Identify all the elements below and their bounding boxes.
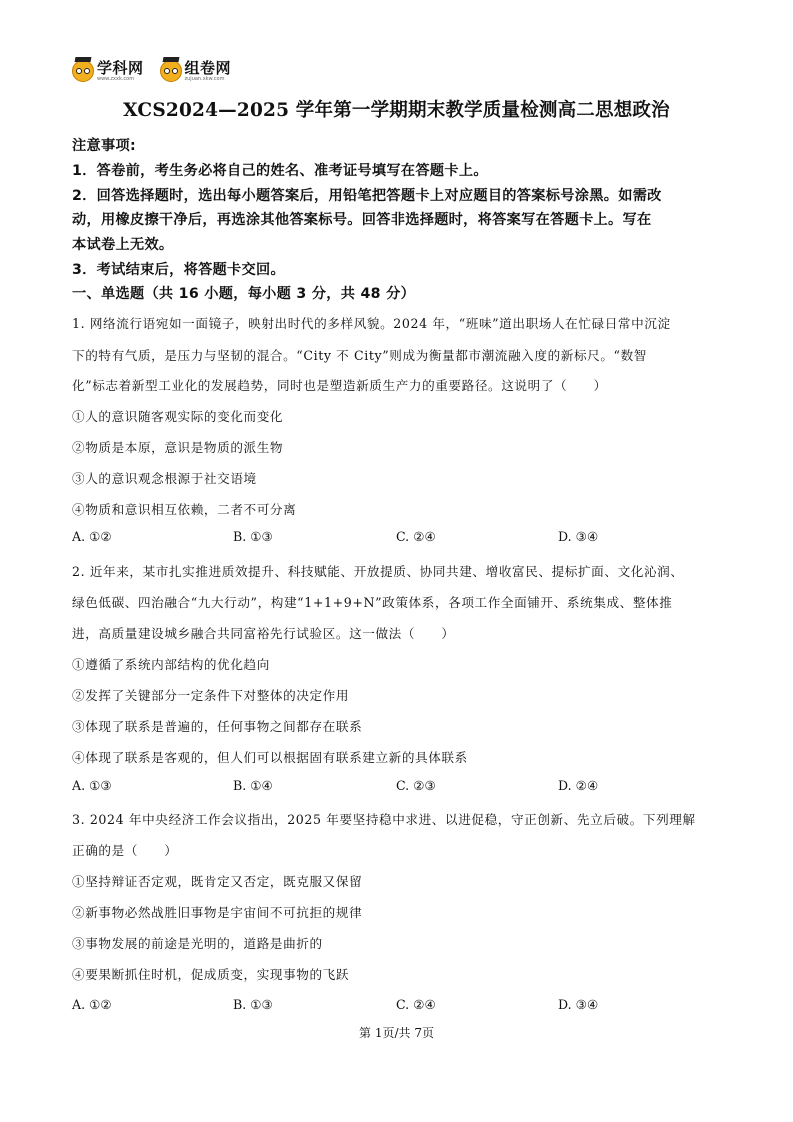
- notice-line: 1．答卷前，考生务必将自己的姓名、准考证号填写在答题卡上。: [72, 163, 488, 179]
- question-stem: 绿色低碳、四治融合“九大行动”，构建“1+1+9+N”政策体系，各项工作全面铺开、系统集成、整体推: [72, 595, 673, 610]
- notice-line: 本试卷上无效。: [72, 237, 174, 253]
- option-a: A. ①③: [72, 778, 112, 793]
- question-item: ④体现了联系是客观的，但人们可以根据固有联系建立新的具体联系: [72, 750, 468, 765]
- logo-name: 学科网: [97, 58, 144, 77]
- option-c: C. ②④: [396, 997, 436, 1012]
- question-item: ④物质和意识相互依赖，二者不可分离: [72, 502, 297, 517]
- section-heading: 一、单选题（共 16 小题，每小题 3 分，共 48 分）: [72, 286, 416, 302]
- question-item: ①人的意识随客观实际的变化而变化: [72, 409, 284, 424]
- question-item: ②新事物必然战胜旧事物是宇宙间不可抗拒的规律: [72, 905, 363, 920]
- option-a: A. ①②: [72, 529, 112, 544]
- header-logos: [72, 58, 231, 84]
- owl-mascot-icon: [72, 60, 94, 82]
- owl-mascot-icon: [160, 60, 182, 82]
- option-b: B. ①③: [233, 997, 273, 1012]
- option-d: D. ②④: [558, 778, 599, 793]
- logo-url: zujuan.xkw.com: [184, 75, 225, 82]
- question-stem: 化”标志着新型工业化的发展趋势，同时也是塑造新质生产力的重要路径。这说明了（ ）: [72, 378, 607, 393]
- option-b: B. ①④: [233, 778, 273, 793]
- question-item: ③人的意识观念根源于社交语境: [72, 471, 257, 486]
- logo-zujuanwang: [160, 60, 232, 82]
- page-footer: 第 1页/共 7页: [359, 1026, 434, 1040]
- exam-title: XCS2024—2025 学年第一学期期末教学质量检测高二思想政治: [123, 100, 670, 121]
- question-stem: 1. 网络流行语宛如一面镜子，映射出时代的多样风貌。2024 年，“班味”道出职场人在忙碌日常中沉淀: [72, 316, 671, 331]
- question-item: ②发挥了关键部分一定条件下对整体的决定作用: [72, 688, 350, 703]
- notice-line: 动，用橡皮擦干净后，再选涂其他答案标号。回答非选择题时，将答案写在答题卡上。写在: [72, 212, 652, 228]
- option-d: D. ③④: [558, 997, 599, 1012]
- logo-url: www.zxxk.com: [97, 75, 135, 82]
- option-b: B. ①③: [233, 529, 273, 544]
- notice-line: 3．考试结束后，将答题卡交回。: [72, 262, 285, 278]
- question-stem: 正确的是（ ）: [72, 843, 178, 858]
- logo-name: 组卷网: [184, 58, 232, 77]
- notice-heading: 注意事项:: [72, 138, 136, 154]
- question-stem: 3. 2024 年中央经济工作会议指出，2025 年要坚持稳中求进、以进促稳，守正创新、先立后破。下列理解: [72, 812, 696, 827]
- question-stem: 下的特有气质，是压力与坚韧的混合。“City 不 City”则成为衡量都市潮流融入度的新标尺。“数智: [72, 348, 647, 363]
- question-item: ③体现了联系是普遍的，任何事物之间都存在联系: [72, 719, 363, 734]
- question-stem: 2. 近年来，某市扎实推进质效提升、科技赋能、开放提质、协同共建、增收富民、提标扩面、文化沁润、: [72, 564, 684, 579]
- notice-line: 2．回答选择题时，选出每小题答案后，用铅笔把答题卡上对应题目的答案标号涂黑。如需改: [72, 188, 662, 204]
- question-item: ①坚持辩证否定观，既肯定又否定，既克服又保留: [72, 874, 363, 889]
- option-c: C. ②③: [396, 778, 436, 793]
- question-item: ①遵循了系统内部结构的优化趋向: [72, 657, 270, 672]
- option-d: D. ③④: [558, 529, 599, 544]
- logo-xuekewang: [72, 60, 144, 82]
- question-item: ④要果断抓住时机，促成质变，实现事物的飞跃: [72, 967, 350, 982]
- option-a: A. ①②: [72, 997, 112, 1012]
- option-c: C. ②④: [396, 529, 436, 544]
- question-item: ②物质是本原，意识是物质的派生物: [72, 440, 284, 455]
- question-stem: 进，高质量建设城乡融合共同富裕先行试验区。这一做法（ ）: [72, 626, 455, 641]
- question-item: ③事物发展的前途是光明的，道路是曲折的: [72, 936, 323, 951]
